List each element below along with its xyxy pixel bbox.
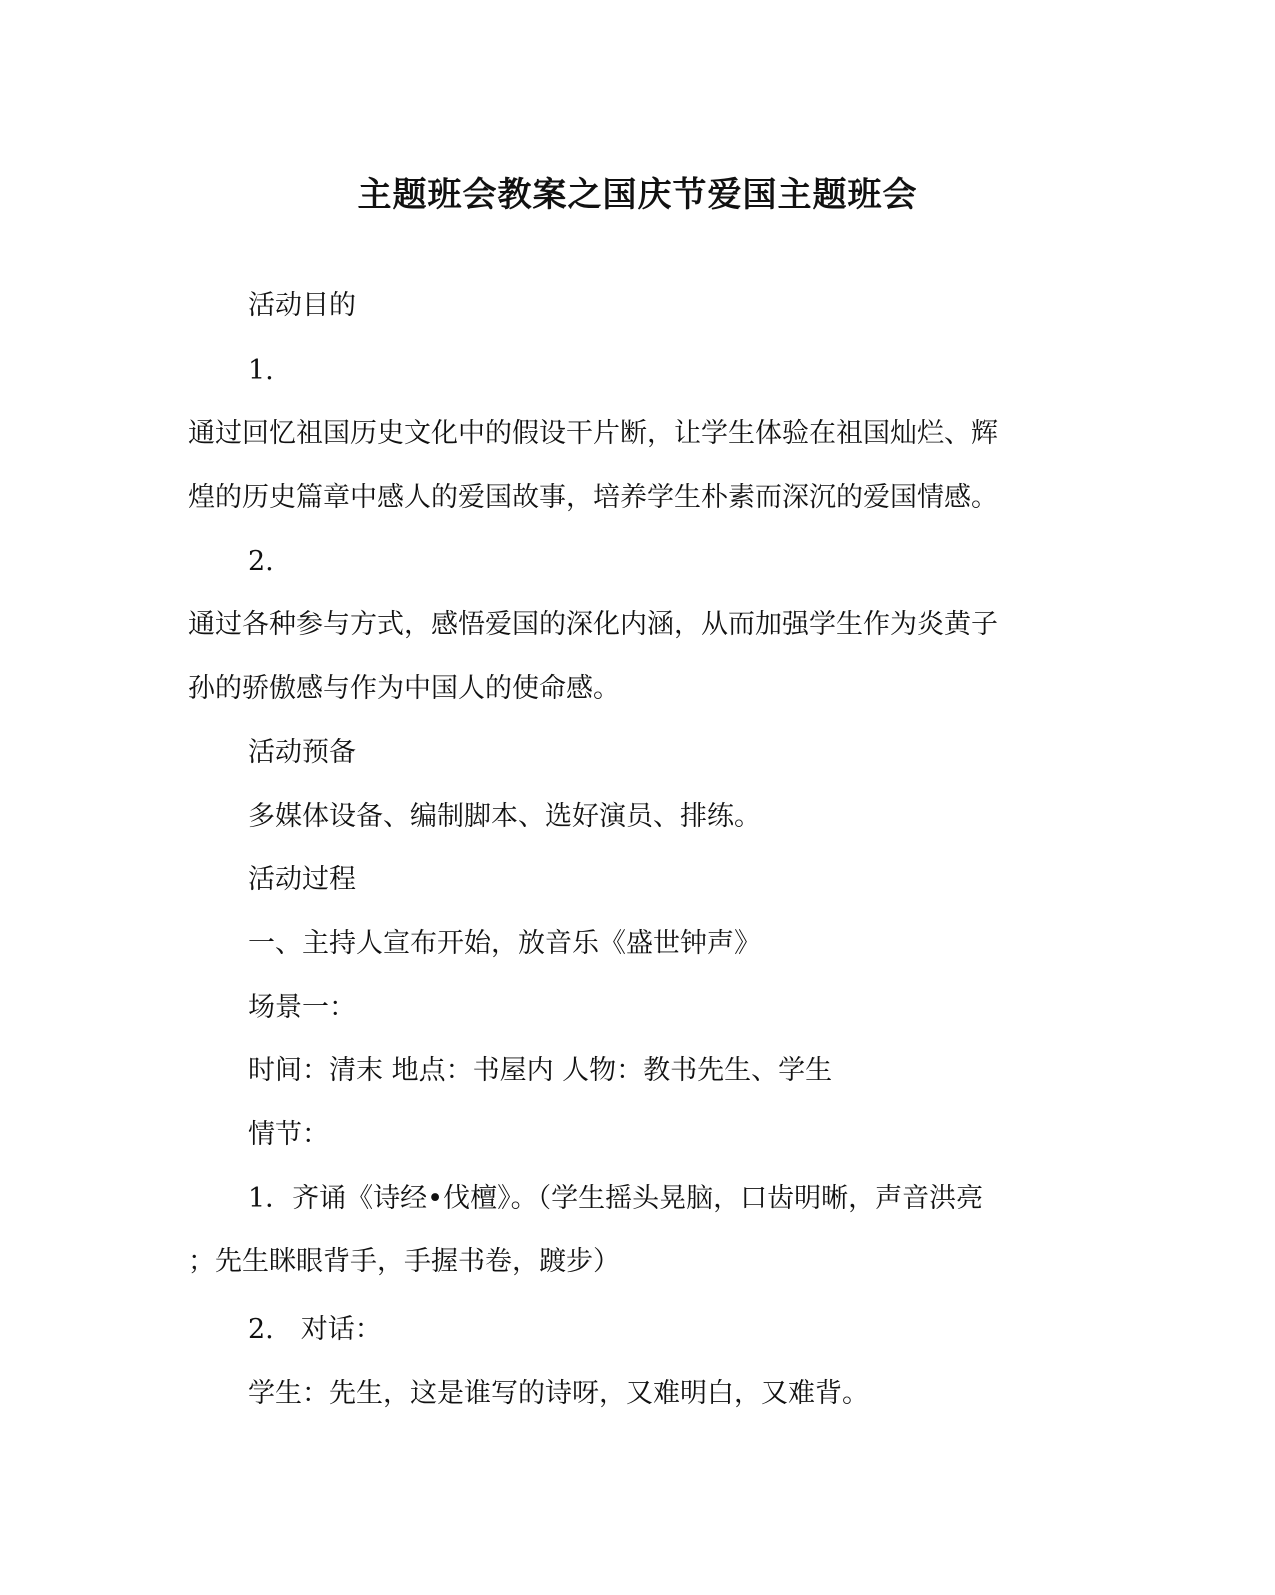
list-number-1: 1. — [248, 355, 274, 386]
heading-activity-preparation: 活动预备 — [248, 737, 356, 768]
paragraph-line: 时间：清末 地点：书屋内 人物：教书先生、学生 — [248, 1055, 833, 1086]
paragraph-line: 通过回忆祖国历史文化中的假设干片断，让学生体验在祖国灿烂、辉 — [188, 418, 998, 449]
paragraph-line: 多媒体设备、编制脚本、选好演员、排练。 — [248, 801, 761, 832]
heading-activity-purpose: 活动目的 — [248, 290, 356, 321]
paragraph-line: 煌的历史篇章中感人的爱国故事，培养学生朴素而深沉的爱国情感。 — [188, 482, 998, 513]
list-number-2: 2. — [248, 546, 274, 577]
paragraph-line: 学生：先生，这是谁写的诗呀，又难明白，又难背。 — [248, 1378, 869, 1409]
document-title: 主题班会教案之国庆节爱国主题班会 — [357, 175, 918, 215]
scene-heading: 场景一： — [248, 992, 356, 1023]
heading-activity-process: 活动过程 — [248, 864, 356, 895]
paragraph-line: 一、主持人宣布开始，放音乐《盛世钟声》 — [248, 928, 761, 959]
paragraph-line: 通过各种参与方式，感悟爱国的深化内涵，从而加强学生作为炎黄子 — [188, 609, 998, 640]
paragraph-line: 1．齐诵《诗经•伐檀》。（学生摇头晃脑，口齿明晰，声音洪亮 — [248, 1183, 984, 1214]
paragraph-line: ；先生眯眼背手，手握书卷，踱步） — [188, 1246, 620, 1277]
paragraph-line: 2. 对话： — [248, 1314, 382, 1345]
plot-heading: 情节： — [248, 1119, 329, 1150]
paragraph-line: 孙的骄傲感与作为中国人的使命感。 — [188, 673, 620, 704]
